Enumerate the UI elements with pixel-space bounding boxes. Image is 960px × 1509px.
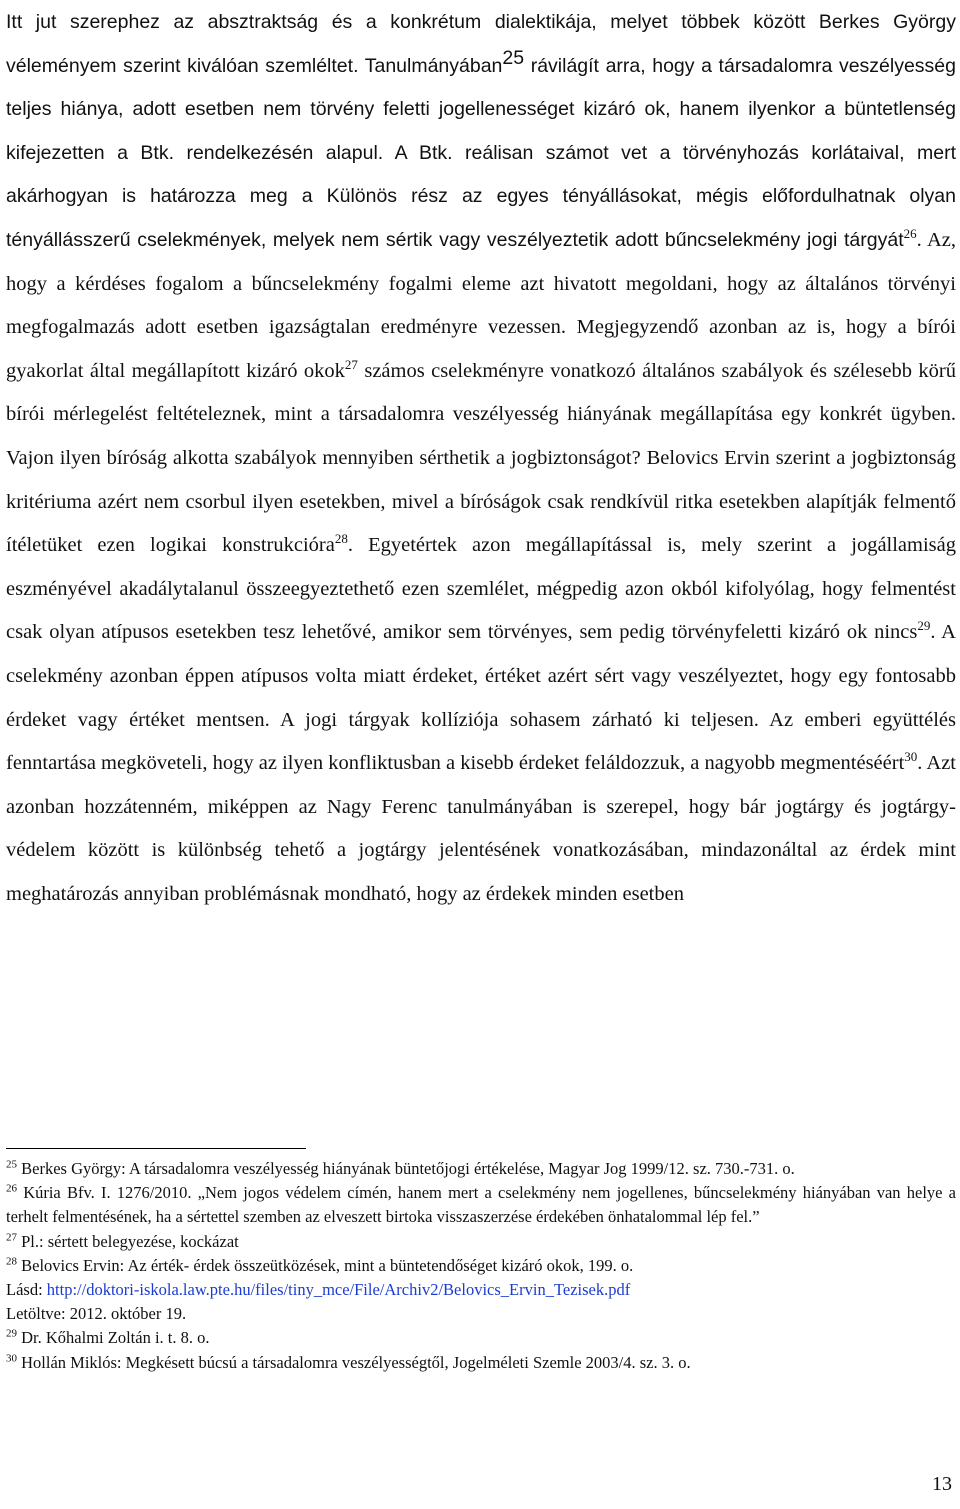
footnote-25 [6,1157,956,1181]
footnote-ref-27[interactable]: 27 [344,356,358,372]
footnote-27 [6,1230,956,1254]
footnote-ref-25[interactable]: 25 [502,46,525,69]
body-text-part: . A cselekmény azonban éppen atípusos volta miatt érdeket, értéket azért sért vagy veszélyeztet, hogy egy fontosabb érdeket vagy értéket mentsen. A jogi tárgyak kollíziója sohasem zárható ki teljesen. Az emberi együttélés fenntartása megköveteli, hogy az ilyen konfliktusban a kisebb érdeket feláldozzuk, a nagyobb megmentéséért [6,621,956,775]
footnote-ref-30[interactable]: 30 [904,749,918,765]
footnote-ref-28[interactable]: 28 [334,531,348,547]
footnotes-section [6,1157,956,1375]
body-text-sans-part: Itt jut szerephez az absztraktság és a konkrétum dialektikája, melyet többek között Berkes György véleményem szerint kiválóan szemléltet. Tanulmányában [6,11,956,77]
footnote-ref-29[interactable]: 29 [917,618,931,634]
footnote-number: 25 [6,1158,17,1171]
footnote-number: 26 [6,1182,17,1195]
footnote-30 [6,1351,956,1375]
body-text-part: . Az, hogy a kérdéses fogalom a bűncselekmény fogalmi eleme azt hivatott megoldani, hogy az általános törvényi megfogalmazás adott esetben igazságtalan eredményre vezessen. Megjegyzendő azonban az is, hogy a bírói gyakorlat által megállapított kizáró okok [6,228,956,382]
body-text-part: . Azt azonban hozzátenném, miképpen az Nagy Ferenc tanulmányában is szerepel, hogy bár jogtárgy és jogtárgy- védelem között is különbség tehető a jogtárgy jelentésének vonatkozásában, mindazonáltal az érdek mint meghatározás annyiban problémásnak mondható, hogy az érdekek minden esetben [6,752,957,905]
body-text-part: számos cselekményre vonatkozó általános szabályok és szélesebb körű bírói mérlegelést feltételeznek, mint a társadalomra veszélyesség hiányának megállapítása egy konkrét ügyben. Vajon ilyen bíróság alkotta szabályok mennyiben sérthetik a jogbiztonságot? Belovics Ervin szerint a jogbiztonság kritériuma azért nem csorbul ilyen esetekben, mivel a bíróságok csak rendkívül ritka esetekben alapítják felmentő ítéletüket ezen logikai konstrukcióra [6,359,956,557]
body-text-part: . Egyetértek azon megállapítással is, mely szerint a jogállamiság eszményével akadálytalanul összeegyeztethető ezen szemlélet, mégpedig azon okból kifolyólag, hogy felmentést csak olyan atípusos esetekben tesz lehetővé, amikor sem törvényes, sem pedig törvényfeletti kizáró ok nincs [6,534,957,644]
footnote-number: 28 [6,1255,17,1268]
footnote-number: 29 [6,1327,17,1340]
footnote-text: Kúria Bfv. I. 1276/2010. „Nem jogos védelem címén, hanem mert a cselekmény nem jogellenes, bűncselekmény hiányában van helye a terhelt felmentésének, ha a sértettel szemben az elveszett birtoka visszaszerzése érdekében önhatalommal lép fel.” [6,1183,956,1227]
body-text-sans-part: rávilágít arra, hogy a társadalomra veszélyesség teljes hiánya, adott esetben nem törvény feletti jogellenességet kizáró ok, hanem ilyenkor a büntetlenség kifejezetten a Btk. rendelkezésén alapul. A Btk. reálisan számot vet a törvényhozás korlátaival, mert akárhogyan is határozza meg a Különös rész az egyes tényállásokat, mégis előfordulhatnak olyan tényállásszerű cselekmények, melyek nem sértik vagy veszélyeztetik adott bűncselekmény jogi tárgyát [6,54,956,251]
footnote-26 [6,1181,956,1229]
body-paragraph [6,1,956,916]
footnote-28-download-date: Letöltve: 2012. október 19. [6,1304,187,1324]
footnote-29 [6,1326,956,1350]
footnote-text: Belovics Ervin: Az érték- érdek összeütközések, mint a büntetendőséget kizáró okok, 199. o. [17,1255,634,1275]
footnote-separator [6,1148,306,1149]
footnote-text: Pl.: sértett belegyezése, kockázat [17,1231,239,1251]
see-label: Lásd: [6,1280,47,1300]
footnote-number: 30 [6,1352,17,1365]
footnote-text: Hollán Miklós: Megkésett búcsú a társadalomra veszélyességtől, Jogelméleti Szemle 2003/4. sz. 3. o. [17,1352,691,1372]
page-number: 13 [932,1473,952,1495]
footnote-number: 27 [6,1231,17,1244]
source-link[interactable]: http://doktori-iskola.law.pte.hu/files/tiny_mce/File/Archiv2/Belovics_Ervin_Tezisek.pdf [46,1280,631,1300]
footnote-ref-26[interactable]: 26 [903,226,917,242]
footnote-28-link-line [6,1278,956,1302]
footnote-28 [6,1254,956,1278]
footnote-text: Dr. Kőhalmi Zoltán i. t. 8. o. [17,1328,210,1348]
footnote-text: Berkes György: A társadalomra veszélyesség hiányának büntetőjogi értékelése, Magyar Jog 1999/12. sz. 730.-731. o. [17,1159,795,1178]
